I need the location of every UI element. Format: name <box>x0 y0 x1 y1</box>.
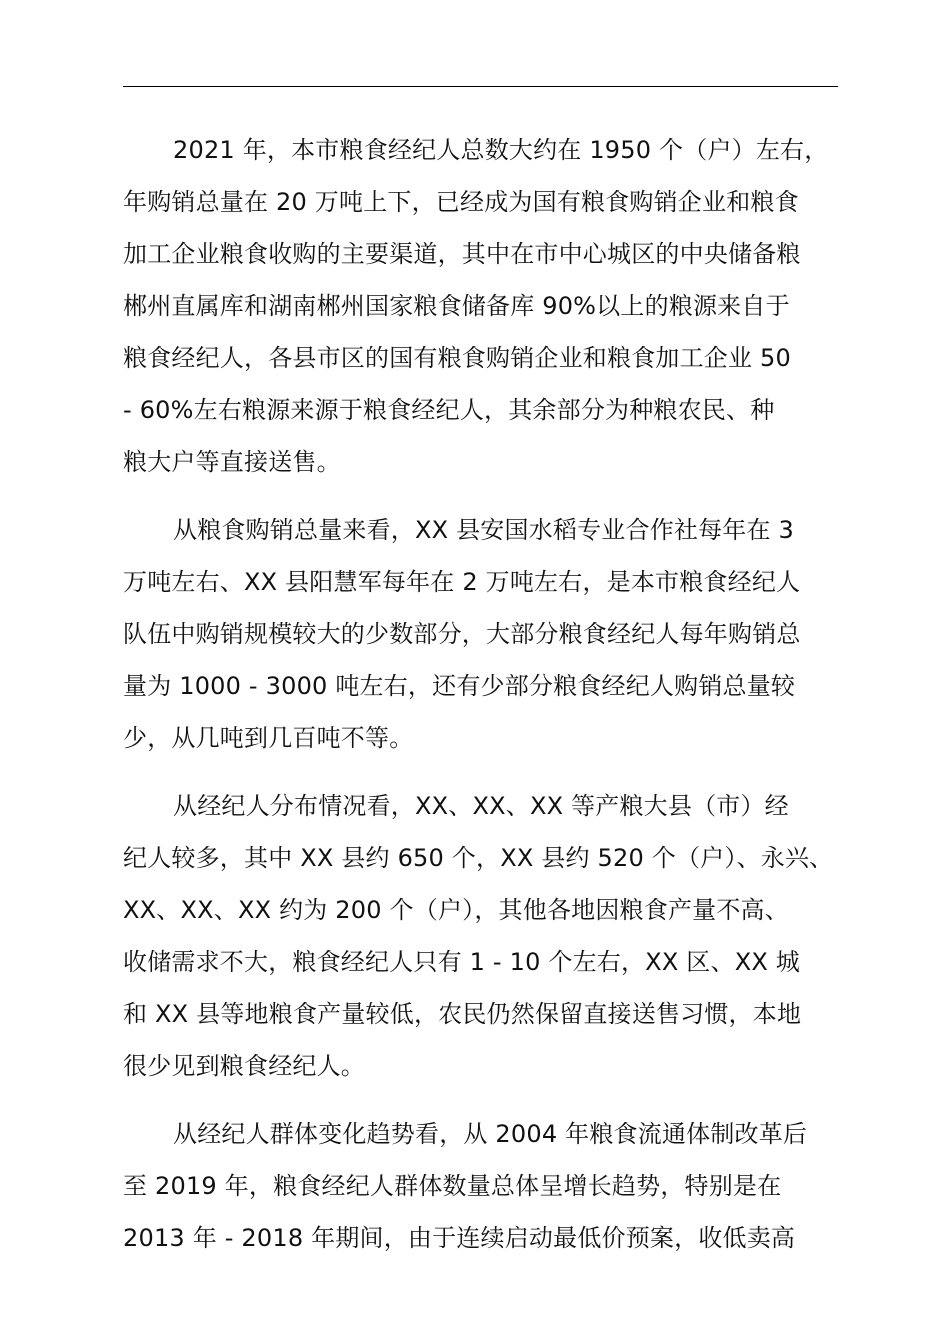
text-line: 从粮食购销总量来看，XX 县安国水稻专业合作社每年在 3 <box>173 516 795 544</box>
text-line: 万吨左右、XX 县阳慧军每年在 2 万吨左右，是本市粮食经纪人 <box>123 568 801 596</box>
header-rule <box>123 86 838 87</box>
text-line: 少，从几吨到几百吨不等。 <box>123 724 414 752</box>
text-line: 收储需求不大，粮食经纪人只有 1 - 10 个左右，XX 区、XX 城 <box>123 948 801 976</box>
paragraph-2 <box>123 504 843 764</box>
text-line: - 60%左右粮源来源于粮食经纪人，其余部分为种粮农民、种 <box>123 396 775 424</box>
paragraph-1 <box>123 124 843 488</box>
document-body <box>123 124 843 1280</box>
text-line: 和 XX 县等地粮食产量较低，农民仍然保留直接送售习惯，本地 <box>123 1000 802 1028</box>
text-line: 从经纪人分布情况看，XX、XX、XX 等产粮大县（市）经 <box>173 792 789 820</box>
text-line: 至 2019 年，粮食经纪人群体数量总体呈增长趋势，特别是在 <box>123 1172 782 1200</box>
text-line: 粮食经纪人，各县市区的国有粮食购销企业和粮食加工企业 50 <box>123 344 791 372</box>
text-line: 2013 年 - 2018 年期间，由于连续启动最低价预案，收低卖高 <box>123 1224 796 1252</box>
text-line: 粮大户等直接送售。 <box>123 448 341 476</box>
text-line: 量为 1000 - 3000 吨左右，还有少部分粮食经纪人购销总量较 <box>123 672 796 700</box>
text-line: 很少见到粮食经纪人。 <box>123 1052 365 1080</box>
paragraph-4 <box>123 1108 843 1264</box>
text-line: 加工企业粮食收购的主要渠道，其中在市中心城区的中央储备粮 <box>123 240 801 268</box>
text-line: XX、XX、XX 约为 200 个（户），其他各地因粮食产量不高、 <box>123 896 789 924</box>
text-line: 郴州直属库和湖南郴州国家粮食储备库 90%以上的粮源来自于 <box>123 292 790 320</box>
text-line: 队伍中购销规模较大的少数部分，大部分粮食经纪人每年购销总 <box>123 620 801 648</box>
text-line: 纪人较多，其中 XX 县约 650 个，XX 县约 520 个（户）、永兴、 <box>123 844 834 872</box>
text-line: 从经纪人群体变化趋势看，从 2004 年粮食流通体制改革后 <box>173 1120 808 1148</box>
text-line: 年购销总量在 20 万吨上下，已经成为国有粮食购销企业和粮食 <box>123 188 799 216</box>
text-line: 2021 年，本市粮食经纪人总数大约在 1950 个（户）左右， <box>173 136 829 164</box>
paragraph-3 <box>123 780 843 1092</box>
